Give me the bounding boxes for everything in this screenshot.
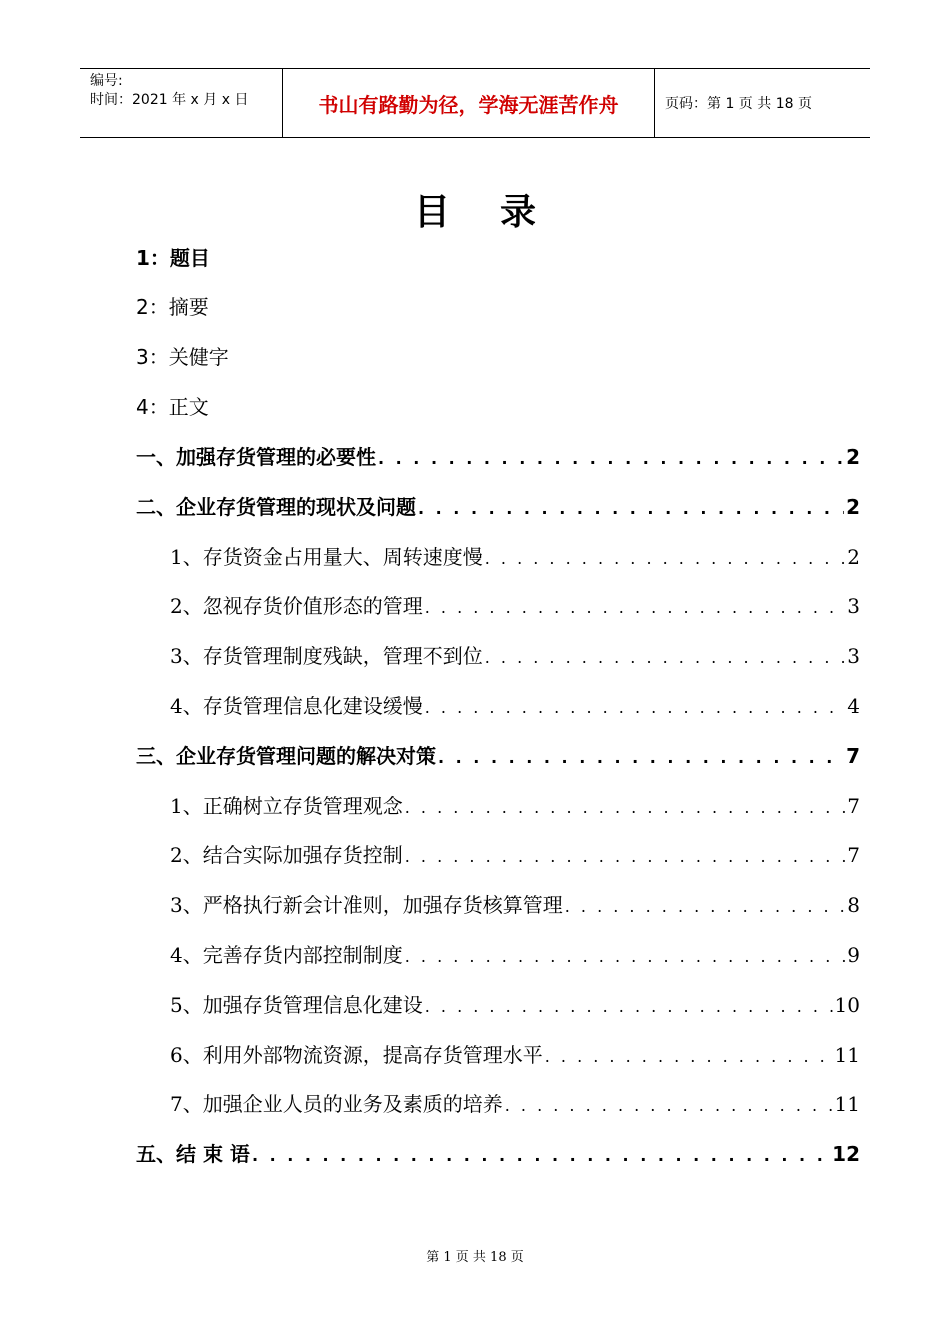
toc-leader-dots [565, 897, 846, 916]
toc-entry-label: 4、完善存货内部控制制度 [170, 943, 403, 967]
toc-entry-label: 三、企业存货管理问题的解决对策 [136, 744, 436, 768]
toc-entry-label: 一、加强存货管理的必要性 [136, 445, 376, 469]
toc-leader-dots [425, 698, 846, 717]
toc-entry[interactable] [170, 1088, 860, 1117]
toc-entry[interactable] [170, 839, 860, 868]
toc-entry[interactable] [170, 1039, 860, 1068]
toc-entry[interactable] [170, 640, 860, 669]
toc-entry[interactable] [170, 939, 860, 968]
toc-entry-page: 7 [847, 794, 860, 818]
header-page-info: 页码：第 1 页 共 18 页 [665, 96, 812, 112]
header-motto: 书山有路勤为径，学海无涯苦作舟 [282, 69, 655, 137]
toc-entry-page: 9 [847, 943, 860, 967]
toc-leader-dots [378, 449, 844, 468]
toc-entry-label: 1、正确树立存货管理观念 [170, 794, 403, 818]
toc-entry-page: 7 [846, 744, 860, 768]
simple-item-body: 4：正文 [136, 395, 209, 419]
toc-entry-label: 五、结 束 语 [136, 1142, 250, 1166]
toc-entry-label: 1、存货资金占用量大、周转速度慢 [170, 545, 483, 569]
toc-entry-label: 2、忽视存货价值形态的管理 [170, 594, 423, 618]
toc-entry-label: 二、企业存货管理的现状及问题 [136, 495, 416, 519]
toc-leader-dots [505, 1096, 833, 1115]
toc-entry-label: 6、利用外部物流资源，提高存货管理水平 [170, 1043, 543, 1067]
toc-entry-page: 11 [834, 1043, 860, 1067]
simple-item-abstract: 2：摘要 [136, 295, 209, 319]
toc-leader-dots [405, 798, 846, 817]
document-header [80, 68, 870, 138]
toc-entry-page: 7 [847, 843, 860, 867]
toc-entry-page: 2 [846, 495, 860, 519]
toc-entry-page: 2 [846, 445, 860, 469]
toc-entry[interactable] [170, 690, 860, 719]
toc-entry-page: 3 [847, 644, 860, 668]
toc-entry-label: 5、加强存货管理信息化建设 [170, 993, 423, 1017]
toc-entry-label: 2、结合实际加强存货控制 [170, 843, 403, 867]
toc-leader-dots [545, 1047, 833, 1066]
toc-leader-dots [425, 997, 833, 1016]
toc-entry[interactable] [170, 541, 860, 570]
toc-leader-dots [425, 598, 846, 617]
toc-entry-label: 3、存货管理制度残缺，管理不到位 [170, 644, 483, 668]
toc-entry-label: 7、加强企业人员的业务及素质的培养 [170, 1092, 503, 1116]
toc-entry[interactable] [136, 441, 860, 470]
page-footer: 第 1 页 共 18 页 [426, 1250, 524, 1265]
header-number-label: 编号: [90, 73, 123, 89]
page-title: 目录 [413, 192, 586, 233]
header-time-label: 时间：2021 年 x 月 x 日 [90, 92, 249, 108]
toc-entry-page: 10 [834, 993, 860, 1017]
toc-entry-page: 8 [847, 893, 860, 917]
toc-leader-dots [438, 748, 844, 767]
toc-leader-dots [252, 1146, 830, 1165]
header-meta [80, 69, 282, 137]
toc-entry-page: 3 [847, 594, 860, 618]
toc-entry[interactable] [170, 790, 860, 819]
toc-entry-label: 4、存货管理信息化建设缓慢 [170, 694, 423, 718]
toc-entry-page: 12 [832, 1142, 860, 1166]
toc-leader-dots [405, 847, 846, 866]
toc-entry-page: 4 [847, 694, 860, 718]
toc-entry[interactable] [170, 889, 860, 918]
toc-entry[interactable] [136, 1138, 860, 1167]
toc-entry-label: 3、严格执行新会计准则，加强存货核算管理 [170, 893, 563, 917]
toc-entry[interactable] [136, 740, 860, 769]
simple-item-title: 1：题目 [136, 246, 210, 270]
simple-item-keywords: 3：关健字 [136, 345, 229, 369]
toc-leader-dots [485, 549, 846, 568]
toc-leader-dots [405, 947, 846, 966]
toc-entry[interactable] [136, 491, 860, 520]
toc-leader-dots [485, 648, 846, 667]
toc-entry[interactable] [170, 989, 860, 1018]
toc-entry-page: 2 [847, 545, 860, 569]
toc-entry-page: 11 [834, 1092, 860, 1116]
toc-entry[interactable] [170, 590, 860, 619]
toc-leader-dots [418, 499, 844, 518]
